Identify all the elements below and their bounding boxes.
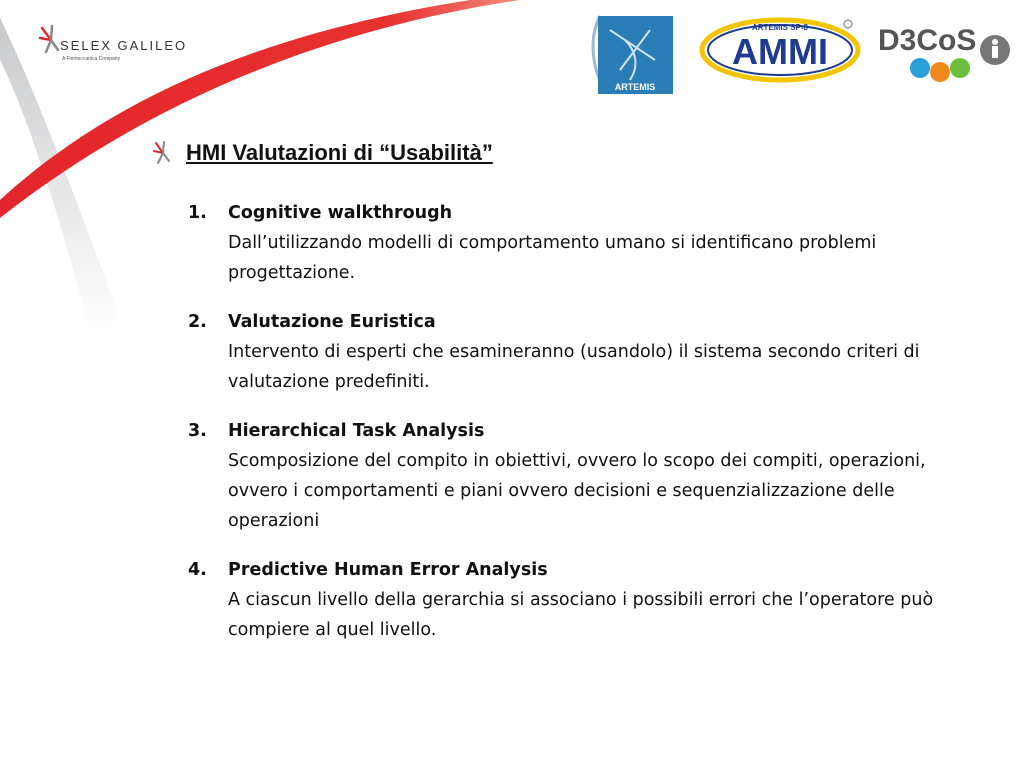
item-title: Cognitive walkthrough: [228, 203, 453, 223]
item-description: Dall’utilizzando modelli di comportamento umano si identificano problemi progettazione.: [228, 233, 877, 283]
artemis-logo: [593, 16, 673, 94]
item-title: Predictive Human Error Analysis: [228, 560, 548, 580]
selex-galileo-logo: [38, 24, 218, 70]
company-tagline: A Finmeccanica Company: [62, 56, 121, 62]
item-description: A ciascun livello della gerarchia si associano i possibili errori che l’operatore può compiere al quel livello.: [228, 590, 934, 640]
list-item: [188, 416, 988, 536]
bullet-star-icon: [152, 140, 174, 166]
item-number: 3.: [188, 421, 207, 441]
list-item: [188, 555, 988, 645]
partner-logos: [580, 10, 1020, 100]
item-number: 4.: [188, 560, 207, 580]
d3cos-logo: [878, 24, 1010, 82]
ammi-logo-text: AMMI: [732, 31, 828, 72]
artemis-logo-text: ARTEMIS: [614, 82, 656, 92]
list-item: [188, 307, 988, 397]
section-title: HMI Valutazioni di “Usabilità”: [186, 140, 493, 165]
d3cos-logo-text: D3CoS: [878, 24, 977, 57]
evaluation-list: [188, 198, 988, 664]
company-name: SELEX GALILEO: [60, 38, 188, 53]
ammi-logo-subtext: ARTEMIS SP-8: [751, 23, 809, 32]
ammi-logo: [702, 20, 858, 80]
item-number: 1.: [188, 203, 207, 223]
item-description: Intervento di esperti che esamineranno (usandolo) il sistema secondo criteri di valutazione predefiniti.: [228, 342, 920, 392]
list-item: [188, 198, 988, 288]
item-number: 2.: [188, 312, 207, 332]
section-heading: [152, 140, 493, 166]
item-title: Hierarchical Task Analysis: [228, 421, 485, 441]
item-title: Valutazione Euristica: [228, 312, 436, 332]
item-description: Scomposizione del compito in obiettivi, ovvero lo scopo dei compiti, operazioni, ovvero i comportamenti e piani ovvero decisioni e sequenzializzazione delle operazioni: [228, 451, 926, 531]
